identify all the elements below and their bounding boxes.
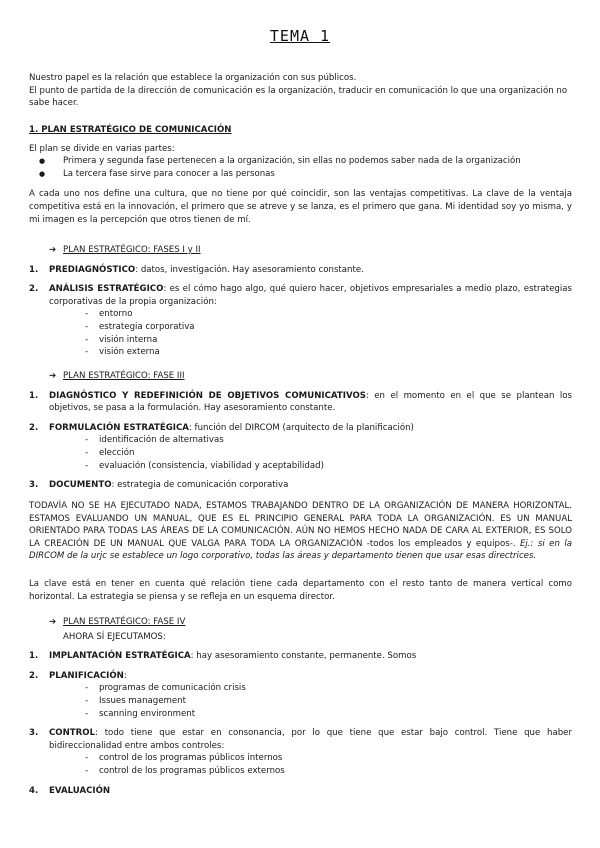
phase-heading xyxy=(29,616,572,629)
item-term: CONTROL xyxy=(49,728,96,739)
item-number: 3. xyxy=(29,480,39,491)
phase-label: PLAN ESTRATÉGICO: FASE III xyxy=(63,371,185,381)
page-title: TEMA 1 xyxy=(269,27,331,45)
arrow-icon: ➔ xyxy=(49,371,57,381)
numbered-item xyxy=(29,785,572,798)
numbered-item xyxy=(29,479,572,492)
sub-item: - evaluación (consistencia, viabilidad y aceptabilidad) xyxy=(99,460,572,473)
numbered-item xyxy=(29,422,572,435)
intro-line-1: Nuestro papel es la relación que establece la organización con sus públicos. xyxy=(29,73,357,83)
phase-3 xyxy=(29,370,572,492)
section-heading: 1. PLAN ESTRATÉGICO DE COMUNICACIÓN xyxy=(29,125,232,135)
numbered-item xyxy=(29,283,572,308)
culture-paragraph: A cada uno nos define una cultura, que no tiene por qué coincidir, son las ventajas competitivas. La clave de la ventaja competitiva está en la innovación, el primero que se atreve y se lanza, es el primero que gana. Mi identidad soy yo misma, y mi imagen es la percepción que otros tienen de mí. xyxy=(29,189,572,225)
item-number: 4. xyxy=(29,785,39,796)
item-term: PREDIAGNÓSTICO xyxy=(49,264,136,275)
sub-item: - visión externa xyxy=(99,346,572,359)
item-number: 1. xyxy=(29,264,39,275)
sub-item: - elección xyxy=(99,447,572,460)
intro xyxy=(29,72,572,110)
sub-list xyxy=(29,752,572,777)
note-example: Ej.: si en la DIRCOM de la urjc se establece un logo corporativo, todas las áreas y departamento tienen que usar esas directrices. xyxy=(29,538,572,562)
intro-line-2: El punto de partida de la dirección de comunicación es la organización, traducir en comunicación lo que una organización no sabe hacer. xyxy=(29,85,568,109)
section-1 xyxy=(29,124,572,226)
sub-item: - visión interna xyxy=(99,334,572,347)
horizontal-note xyxy=(29,500,572,563)
key-paragraph-block xyxy=(29,578,572,603)
numbered-item xyxy=(29,670,572,683)
item-text: : hay asesoramiento constante, permanente. Somos xyxy=(190,651,417,662)
item-text: : en el momento en el que se plantean los objetivos, se pasa a la formulación. Hay asesoramiento constante. xyxy=(49,390,572,414)
item-term: DIAGNÓSTICO Y REDEFINICIÓN DE OBJETIVOS COMUNICATIVOS xyxy=(49,390,366,401)
item-text: : datos, investigación. Hay asesoramiento constante. xyxy=(135,264,364,275)
item-term: DOCUMENTO xyxy=(49,480,112,491)
sub-list xyxy=(29,682,572,720)
sub-item: - identificación de alternativas xyxy=(99,434,572,447)
item-text: : todo tiene que estar en consonancia, por lo que tiene que estar bajo control. Tiene que haber bidireccionalidad entre ambos controles: xyxy=(49,728,572,751)
phase-heading xyxy=(29,370,572,383)
sub-item: - Issues management xyxy=(99,695,572,708)
sub-list xyxy=(29,434,572,472)
item-number: 1. xyxy=(29,651,39,662)
item-number: 1. xyxy=(29,390,39,401)
note-paragraph xyxy=(29,500,572,563)
arrow-icon: ➔ xyxy=(49,617,57,627)
item-text: : xyxy=(123,670,127,681)
sub-item: - programas de comunicación crisis xyxy=(99,682,572,695)
phase-label: PLAN ESTRATÉGICO: FASES I y II xyxy=(63,245,201,255)
sub-item: - scanning environment xyxy=(99,708,572,721)
bullet-list xyxy=(29,155,572,180)
item-number: 2. xyxy=(29,670,39,681)
bullet-item: ● La tercera fase sirve para conocer a las personas xyxy=(63,168,572,181)
bullet-item: ● Primera y segunda fase pertenecen a la organización, sin ellas no podemos saber nada de la organización xyxy=(63,155,572,168)
item-term: FORMULACIÓN ESTRATÉGICA xyxy=(49,422,189,433)
item-text: : estrategia de comunicación corporativa xyxy=(111,480,289,491)
phase-4 xyxy=(29,616,572,797)
phase-heading xyxy=(29,244,572,257)
item-text: : es el cómo hago algo, qué quiero hacer, objetivos empresariales a medio plazo, estrategias corporativas de la propia organización: xyxy=(49,284,572,307)
arrow-icon: ➔ xyxy=(49,245,57,255)
numbered-item xyxy=(29,390,572,415)
item-text: : función del DIRCOM (arquitecto de la planificación) xyxy=(188,422,414,433)
phase-label: PLAN ESTRATÉGICO: FASE IV xyxy=(63,617,186,627)
phase-1-2 xyxy=(29,244,572,359)
key-paragraph: La clave está en tener en cuenta qué relación tiene cada departamento con el resto tanto de manera vertical como horizontal. La estrategia se piensa y se refleja en un esquema director. xyxy=(29,579,572,602)
numbered-item xyxy=(29,650,572,663)
sub-item: - entorno xyxy=(99,308,572,321)
sub-list xyxy=(29,308,572,358)
item-term: PLANIFICACIÓN xyxy=(49,670,124,681)
item-term: EVALUACIÓN xyxy=(49,785,111,796)
item-number: 2. xyxy=(29,422,39,433)
item-number: 3. xyxy=(29,728,39,739)
note-upper: TODAVÍA NO SE HA EJECUTADO NADA, ESTAMOS TRABAJANDO DENTRO DE LA ORGANIZACIÓN DE MANERA HORIZONTAL. ESTAMOS EVALUANDO UN MANUAL, QUE ES EL PRINCIPIO GENERAL PARA TODA LA ORGANIZACIÓN. ES UN MANUAL ORIENTADO PARA TODAS LAS ÁREAS DE LA COMUNICACIÓN. AÚN NO HEMOS HECHO NADA DE CARA AL EXTERIOR, ES SOLO LA CREACIÓN DE UN MANUAL QUE VALGA PARA TODA LA ORGANIZACIÓN -todos los empleados y equipos-. xyxy=(29,501,572,549)
sub-item: - control de los programas públicos externos xyxy=(99,765,572,778)
item-term: IMPLANTACIÓN ESTRATÉGICA xyxy=(49,651,191,662)
numbered-item xyxy=(29,727,572,752)
item-number: 2. xyxy=(29,284,39,295)
phase-sub-label: AHORA SÍ EJECUTAMOS: xyxy=(63,631,166,642)
numbered-item xyxy=(29,264,572,277)
section-lead: El plan se divide en varias partes: xyxy=(29,143,175,154)
sub-item: - estrategia corporativa xyxy=(99,321,572,334)
item-term: ANÁLISIS ESTRATÉGICO xyxy=(49,284,164,295)
sub-item: - control de los programas públicos internos xyxy=(99,752,572,765)
